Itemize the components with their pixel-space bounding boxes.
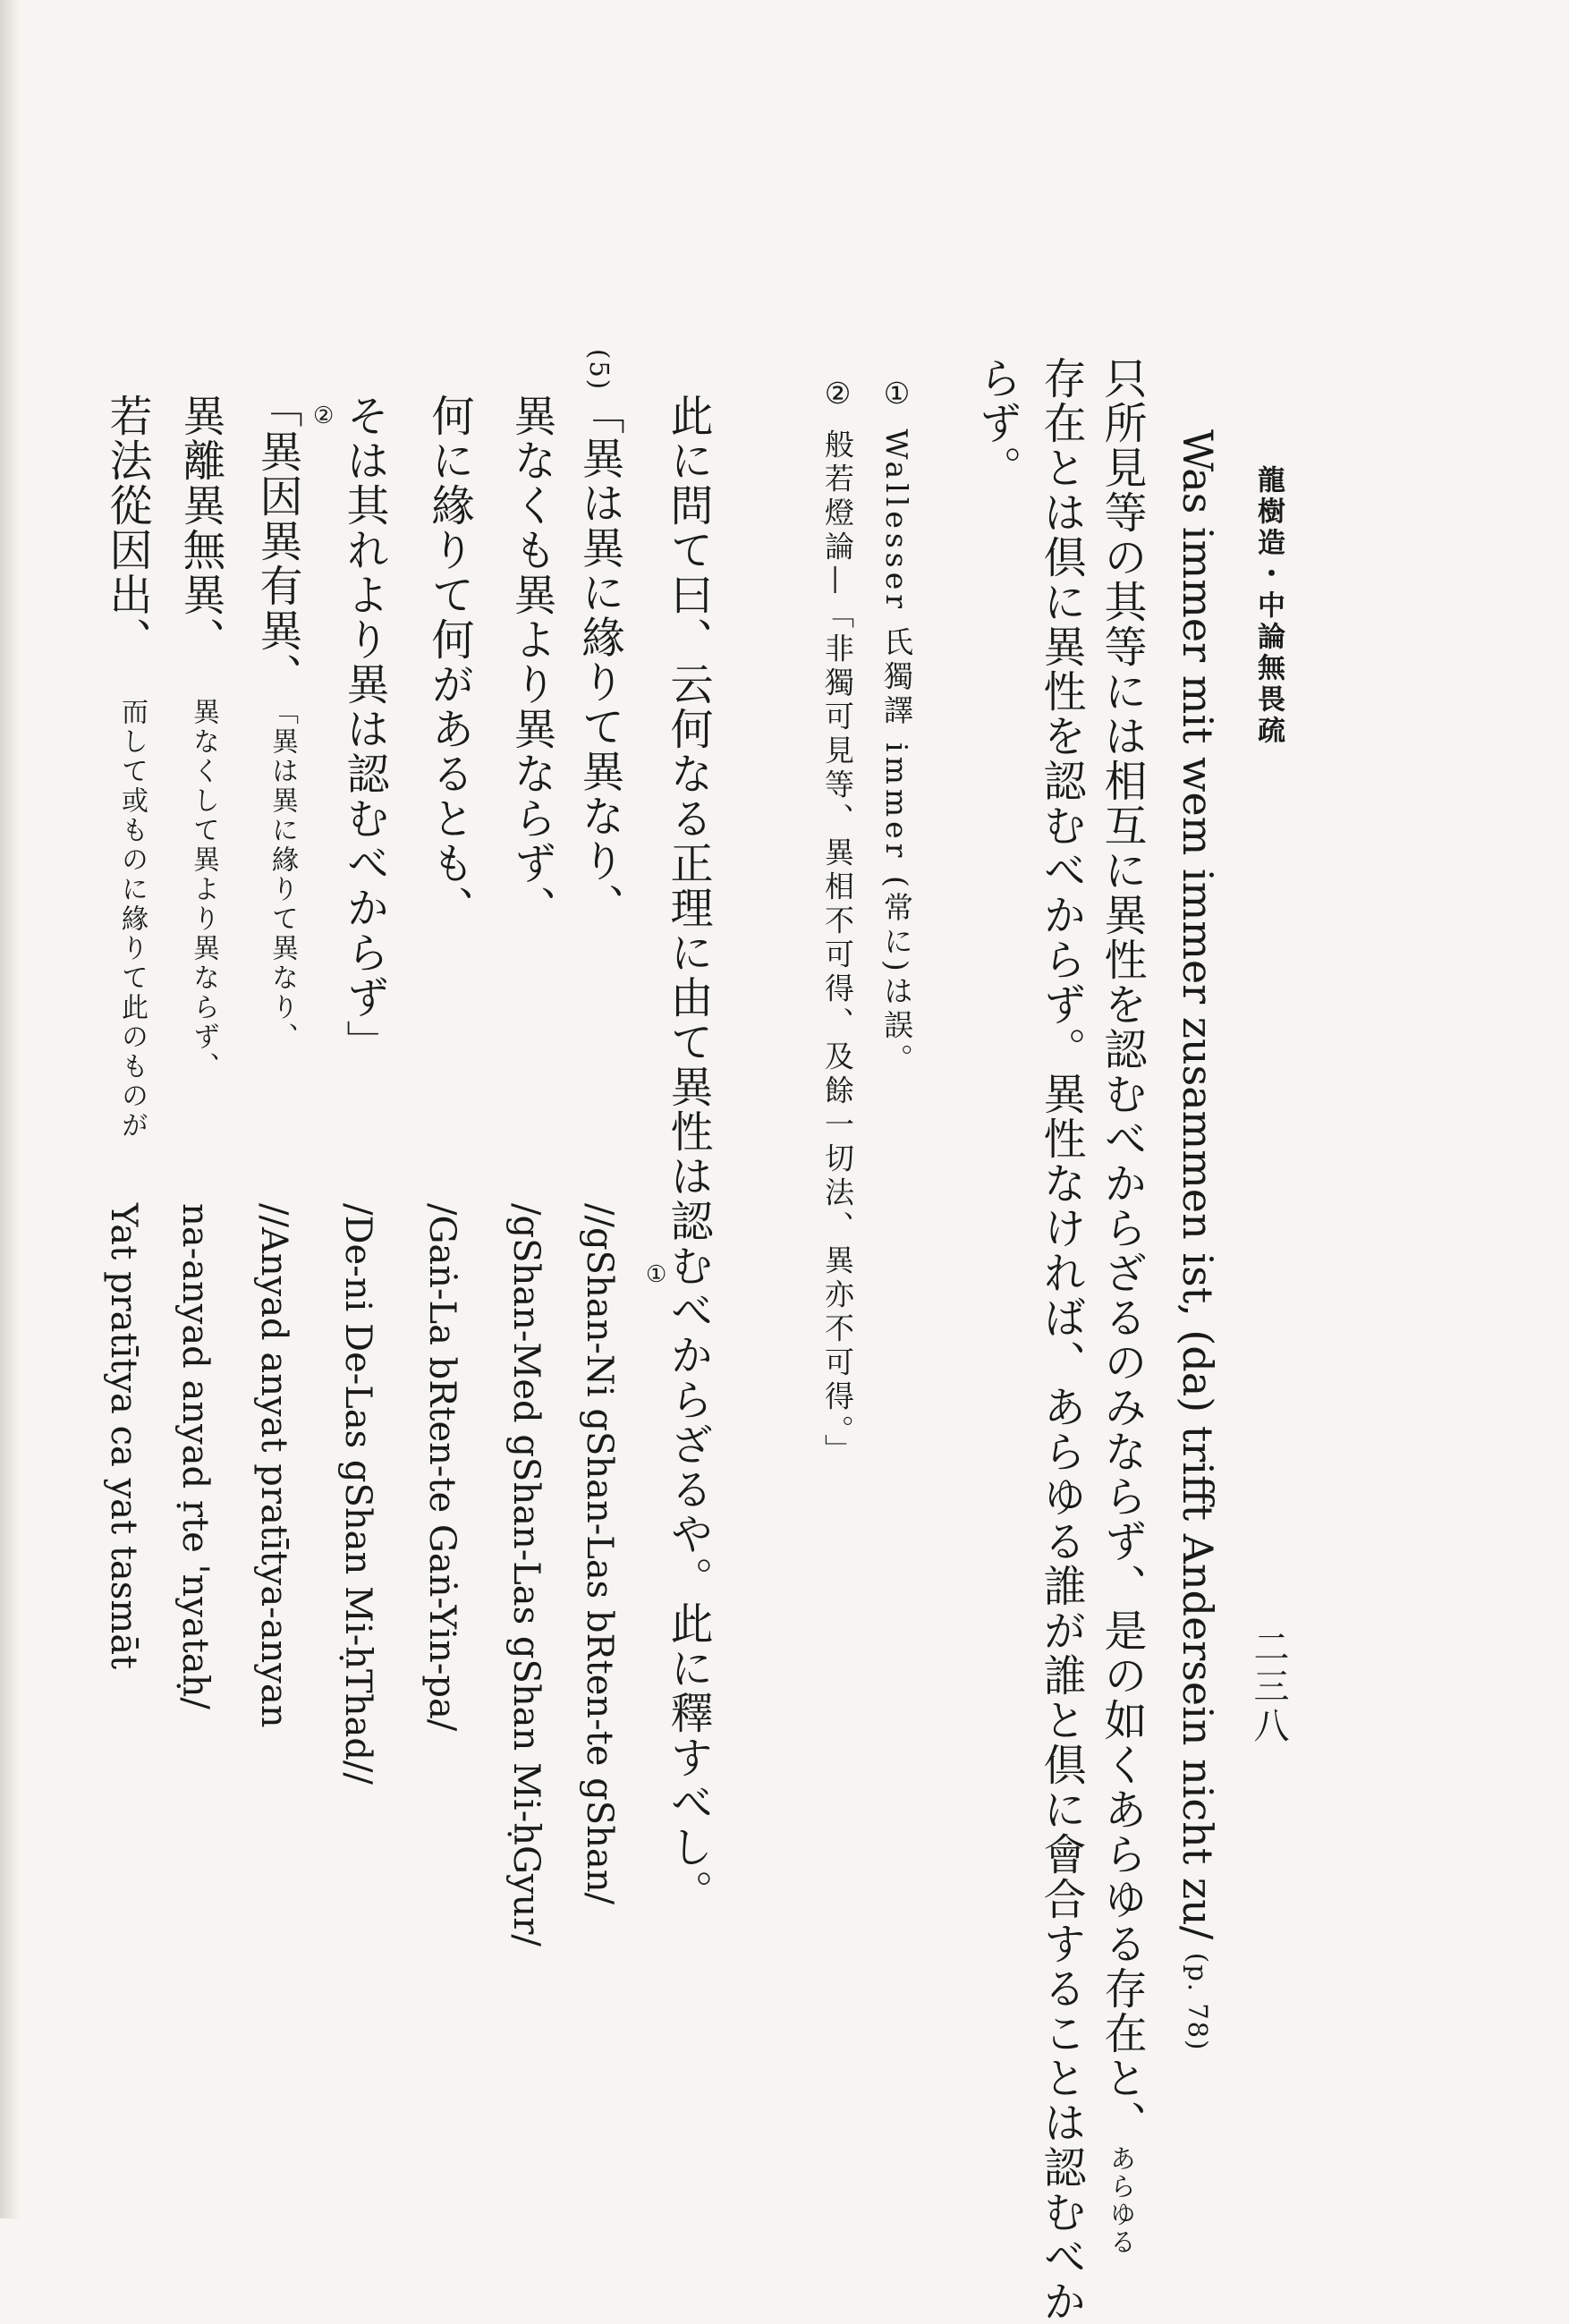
chinese-verse-line-3: 若法從因出、: [102, 394, 152, 662]
footnote-2-text: 般若燈論—「非獨可見等、異相不可得、及餘一切法、異亦不可得。」: [820, 428, 855, 1468]
sanskrit-line-3: Yat pratītya ca yat tasmāt: [103, 1203, 144, 1670]
chinese-verse-note-marker: ②: [313, 403, 335, 429]
tibetan-line-2: /gShan-Med gShan-Las gShan Mi-ḥGyur/: [505, 1203, 547, 1947]
footnote-1-marker: ①: [879, 376, 914, 415]
sanskrit-line-2: na-anyad anyad ṛte 'nyataḥ/: [174, 1203, 216, 1709]
verse-5-line-1-text: 「異は異に緣りて異なり、: [574, 391, 624, 929]
body-line-1-text: 只所見等の其等には相互に異性を認むべからざるのみならず、是の如くあらゆる存在と、: [1097, 356, 1147, 2145]
japanese-gloss-line-1: 「異は異に緣りて異なり、: [267, 698, 298, 1052]
japanese-gloss-line-2: 異なくして異より異ならず、: [188, 698, 219, 1081]
page-reference: (p. 78): [1183, 1952, 1213, 2052]
tibetan-note-marker: ①: [646, 1261, 667, 1288]
body-line-2: 存在とは倶に異性を認むべからず。異性なければ、あらゆる誰が誰と倶に會合することは認むべか: [1036, 356, 1086, 2324]
tibetan-line-1: //gShan-Ni gShan-Las bRten-te gShan/: [579, 1203, 620, 1904]
page-edge-shadow: [0, 0, 20, 2218]
german-quote-text: Was immer mit wem immer zusammen ist, (da) trifft Andersein nicht zu/: [1174, 429, 1222, 1940]
page-number: 二三八: [1248, 1628, 1289, 1746]
body-line-1-small: あらゆる: [1107, 2145, 1137, 2256]
body-line-3: らず。: [971, 356, 1022, 490]
tibetan-line-4: /De-ni De-Las gShan Mi-ḥThad//: [337, 1203, 378, 1785]
sanskrit-line-1: //Anyad anyat pratītya-anyan: [253, 1203, 294, 1728]
body-line-1: [1097, 356, 1147, 2256]
chinese-verse-line-1: 「異因異有異、: [252, 385, 302, 698]
verse-5-line-4: そは其れより異は認むべからず」: [339, 394, 389, 1064]
verse-number: (5): [584, 349, 615, 392]
running-title: 龍樹造・中論無畏疏: [1252, 465, 1285, 747]
verse-5-line-3: 何に緣りて何があるとも、: [424, 394, 474, 930]
verse-5-line-2: 異なくも異より異ならず、: [506, 394, 556, 930]
german-quote: [1174, 429, 1222, 2052]
footnote-2: [820, 376, 855, 1468]
chinese-verse-line-2: 異離異無異、: [175, 394, 225, 662]
footnote-2-marker: ②: [820, 376, 855, 415]
tibetan-line-3: /Gaṅ-La bRten-te Gaṅ-Yin-pa/: [421, 1203, 462, 1732]
verse-5-line-1: [574, 349, 624, 929]
footnote-1-text: Wallesser 氏獨譯 immer (常に)は誤。: [879, 428, 914, 1078]
japanese-gloss-line-3: 而して或ものに緣りて此のものが: [116, 698, 148, 1141]
footnote-1: [879, 376, 914, 1078]
question-line: 此に問て曰、云何なる正理に由て異性は認むべからざるや。此に釋すべし。: [663, 394, 713, 1914]
